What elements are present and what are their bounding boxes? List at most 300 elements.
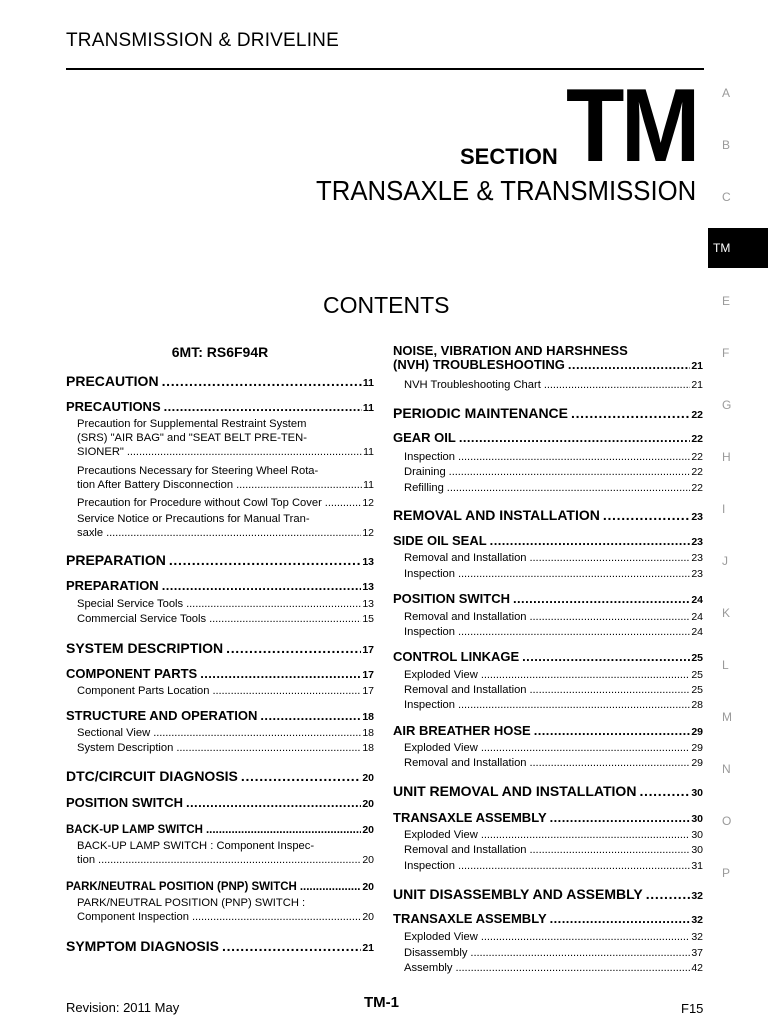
dot-leader xyxy=(459,431,690,445)
toc-entry-page: 24 xyxy=(691,594,703,606)
toc-entry-line xyxy=(77,853,374,867)
toc-entry-title: Inspection xyxy=(404,699,455,711)
toc-entry-text-line: Service Notice or Precautions for Manual Tran- xyxy=(77,513,310,525)
dot-leader xyxy=(192,910,361,924)
toc-entry-page: 30 xyxy=(691,829,703,841)
toc-entry-line xyxy=(404,610,703,624)
dot-leader xyxy=(522,650,690,664)
toc-entry-text-line: BACK-UP LAMP SWITCH : Component Inspec- xyxy=(77,840,315,852)
toc-heading-entry[interactable] xyxy=(66,579,374,594)
toc-entry-page: 23 xyxy=(691,568,703,580)
toc-entry-page: 20 xyxy=(362,881,374,893)
toc-entry-page: 23 xyxy=(691,552,703,564)
dot-leader xyxy=(209,612,361,626)
toc-entry-line xyxy=(77,726,374,740)
toc-entry-page: 25 xyxy=(691,684,703,696)
toc-heading-entry[interactable] xyxy=(66,551,374,571)
dot-leader xyxy=(98,853,361,867)
dot-leader xyxy=(458,625,690,639)
toc-entry-page: 13 xyxy=(362,556,374,568)
toc-entry-page: 11 xyxy=(363,479,374,491)
toc-entry[interactable] xyxy=(393,625,703,639)
toc-entry[interactable] xyxy=(66,726,374,740)
dot-leader xyxy=(550,811,691,825)
toc-entry[interactable] xyxy=(393,465,703,479)
toc-entry-title: REMOVAL AND INSTALLATION xyxy=(393,507,600,523)
toc-entry-title: saxle xyxy=(77,527,104,539)
toc-heading-entry[interactable] xyxy=(66,796,374,811)
toc-entry-line xyxy=(393,404,703,424)
dot-leader xyxy=(458,567,690,581)
toc-entry-line xyxy=(66,880,374,894)
toc-entry-line xyxy=(77,526,374,540)
index-tab-l[interactable] xyxy=(708,652,768,692)
dot-leader xyxy=(490,534,691,548)
toc-entry-title: COMPONENT PARTS xyxy=(66,666,198,681)
toc-entry-page: 20 xyxy=(362,854,374,866)
toc-entry-line xyxy=(393,431,703,446)
toc-entry-title: PERIODIC MAINTENANCE xyxy=(393,405,569,421)
toc-entry-page: 22 xyxy=(691,451,703,463)
toc-entry-title: SIDE OIL SEAL xyxy=(393,533,487,548)
dot-leader xyxy=(550,912,691,926)
toc-entry-title: Exploded View xyxy=(404,742,478,754)
dot-leader xyxy=(544,378,691,392)
toc-heading-entry[interactable] xyxy=(66,639,374,659)
toc-entry-title: Component Inspection xyxy=(77,911,189,923)
toc-heading-entry[interactable] xyxy=(393,344,703,373)
toc-entry-page: 11 xyxy=(362,402,374,414)
toc-entry-title: (NVH) TROUBLESHOOTING xyxy=(393,357,565,372)
index-tab-c[interactable] xyxy=(708,184,768,224)
dot-leader xyxy=(212,684,361,698)
toc-entry-page: 28 xyxy=(691,699,703,711)
toc-entry-line xyxy=(66,796,374,811)
toc-entry-line xyxy=(404,843,703,857)
toc-entry[interactable] xyxy=(66,496,374,510)
section-code: TM xyxy=(566,68,697,184)
toc-entry-title: Special Service Tools xyxy=(77,598,184,610)
toc-entry-title: STRUCTURE AND OPERATION xyxy=(66,708,258,723)
toc-entry-line xyxy=(404,625,703,639)
dot-leader xyxy=(236,478,362,492)
toc-heading-entry[interactable] xyxy=(66,709,374,724)
index-tab-o[interactable] xyxy=(708,808,768,848)
toc-entry-line xyxy=(393,912,703,927)
toc-entry-page: 22 xyxy=(691,433,703,445)
toc-entry-line xyxy=(66,579,374,594)
index-tab-label: TM xyxy=(713,241,731,255)
toc-entry-page: 29 xyxy=(691,742,703,754)
toc-entry-line xyxy=(66,400,374,415)
dot-leader xyxy=(127,445,362,459)
toc-entry-line xyxy=(393,506,703,526)
toc-entry-title: GEAR OIL xyxy=(393,430,456,445)
toc-entry-title: Draining xyxy=(404,466,446,478)
dot-leader xyxy=(449,465,691,479)
toc-entry-line xyxy=(393,592,703,607)
toc-heading-entry[interactable] xyxy=(393,534,703,549)
section-name: TRANSAXLE & TRANSMISSION xyxy=(316,175,697,206)
index-tab-m[interactable] xyxy=(708,704,768,744)
dot-leader xyxy=(481,668,691,682)
toc-entry-page: 24 xyxy=(691,611,703,623)
toc-entry-title: AIR BREATHER HOSE xyxy=(393,723,531,738)
toc-entry-title: Inspection xyxy=(404,626,455,638)
index-tab-label: P xyxy=(722,866,731,880)
toc-entry-title: PREPARATION xyxy=(66,552,166,568)
toc-entry-title: SYSTEM DESCRIPTION xyxy=(66,640,224,656)
index-tab-label: J xyxy=(722,554,728,568)
toc-entry-line xyxy=(393,724,703,739)
toc-entry-line xyxy=(404,551,703,565)
toc-entry-line xyxy=(404,930,703,944)
toc-entry-page: 22 xyxy=(691,482,703,494)
toc-entry[interactable] xyxy=(393,741,703,755)
section-label: SECTION xyxy=(460,144,558,169)
toc-entry-title: PRECAUTION xyxy=(66,373,159,389)
toc-entry-title: BACK-UP LAMP SWITCH xyxy=(66,824,203,836)
toc-entry[interactable] xyxy=(66,597,374,611)
toc-entry-line xyxy=(66,372,374,392)
index-tab-j[interactable] xyxy=(708,548,768,588)
dot-leader xyxy=(646,885,691,903)
toc-entry-line xyxy=(393,534,703,549)
toc-entry-line xyxy=(66,823,374,837)
dot-leader xyxy=(447,481,691,495)
toc-heading-entry[interactable] xyxy=(66,767,374,787)
toc-entry-page: 21 xyxy=(691,360,703,372)
toc-entry-title: Inspection xyxy=(404,451,455,463)
index-tab-tm[interactable] xyxy=(708,228,768,268)
toc-entry-title: DTC/CIRCUIT DIAGNOSIS xyxy=(66,768,238,784)
toc-entry-line xyxy=(66,937,374,957)
toc-entry-line xyxy=(77,496,374,510)
toc-entry-line xyxy=(77,684,374,698)
toc-entry-title: System Description xyxy=(77,742,174,754)
toc-entry-page: 22 xyxy=(691,409,703,421)
index-tab-label: K xyxy=(722,606,731,620)
toc-entry[interactable] xyxy=(66,612,374,626)
index-tab-i[interactable] xyxy=(708,496,768,536)
toc-entry-page: 18 xyxy=(362,742,374,754)
toc-entry-page: 12 xyxy=(362,527,374,539)
dot-leader xyxy=(241,767,361,785)
toc-entry-page: 32 xyxy=(691,931,703,943)
index-tab-a[interactable] xyxy=(708,80,768,120)
toc-entry-line xyxy=(393,885,703,905)
index-tab-h[interactable] xyxy=(708,444,768,484)
toc-entry-page: 42 xyxy=(691,962,703,974)
toc-entry[interactable] xyxy=(66,512,374,540)
toc-entry-page: 20 xyxy=(362,824,374,836)
toc-entry-page: 25 xyxy=(691,652,703,664)
toc-entry-line xyxy=(393,650,703,665)
toc-entry-title: Removal and Installation xyxy=(404,757,527,769)
footer-model-code: F15 xyxy=(681,1001,704,1016)
dot-leader xyxy=(106,526,361,540)
dot-leader xyxy=(176,741,361,755)
index-tab-n[interactable] xyxy=(708,756,768,796)
toc-entry-title: Inspection xyxy=(404,860,455,872)
toc-entry-title: POSITION SWITCH xyxy=(66,795,183,810)
toc-entry-line xyxy=(404,741,703,755)
toc-entry-title: Exploded View xyxy=(404,829,478,841)
toc-entry-page: 22 xyxy=(691,466,703,478)
index-tab-label: I xyxy=(722,502,726,516)
toc-entry[interactable] xyxy=(393,668,703,682)
toc-entry-page: 21 xyxy=(691,379,703,391)
toc-heading-entry[interactable] xyxy=(66,880,374,894)
toc-entry-line xyxy=(404,465,703,479)
toc-entry-page: 17 xyxy=(362,669,374,681)
toc-entry-line xyxy=(404,828,703,842)
index-tab-e[interactable] xyxy=(708,288,768,328)
dot-leader xyxy=(639,782,690,800)
toc-heading-entry[interactable] xyxy=(66,372,374,392)
toc-entry-title: Exploded View xyxy=(404,931,478,943)
dot-leader xyxy=(568,358,690,372)
contents-title: CONTENTS xyxy=(323,292,450,318)
toc-entry[interactable] xyxy=(393,610,703,624)
toc-entry-line xyxy=(404,450,703,464)
toc-entry[interactable] xyxy=(393,859,703,873)
toc-entry[interactable] xyxy=(66,464,374,492)
toc-entry-title: Commercial Service Tools xyxy=(77,613,207,625)
dot-leader xyxy=(603,506,690,524)
toc-entry-title: PREPARATION xyxy=(66,578,159,593)
toc-entry-line xyxy=(404,668,703,682)
toc-entry-page: 23 xyxy=(691,511,703,523)
toc-entry-title: Assembly xyxy=(404,962,453,974)
toc-entry-line xyxy=(66,767,374,787)
toc-entry[interactable] xyxy=(393,946,703,960)
toc-entry-title: Disassembly xyxy=(404,947,468,959)
toc-entry-line xyxy=(77,597,374,611)
toc-entry-title: Precaution for Procedure without Cowl Top Cover xyxy=(77,497,322,509)
toc-entry-page: 29 xyxy=(691,757,703,769)
toc-entry-text-line: PARK/NEUTRAL POSITION (PNP) SWITCH : xyxy=(77,897,306,909)
toc-entry-line xyxy=(404,756,703,770)
dot-leader xyxy=(481,741,691,755)
toc-entry-line xyxy=(77,741,374,755)
toc-entry-line xyxy=(404,961,703,975)
dot-leader xyxy=(164,400,362,414)
toc-entry[interactable] xyxy=(393,961,703,975)
toc-entry-page: 23 xyxy=(691,536,703,548)
toc-entry-page: 30 xyxy=(691,813,703,825)
index-tab-label: A xyxy=(722,86,731,100)
dot-leader xyxy=(530,610,691,624)
toc-entry-line xyxy=(77,612,374,626)
dot-leader xyxy=(458,859,690,873)
toc-entry[interactable] xyxy=(393,683,703,697)
toc-entry-line xyxy=(66,551,374,571)
index-tab-label: B xyxy=(722,138,731,152)
toc-entry-page: 11 xyxy=(362,377,374,389)
toc-entry[interactable] xyxy=(393,828,703,842)
toc-entry-title: Component Parts Location xyxy=(77,685,210,697)
toc-entry-text-line: Precaution for Supplemental Restraint System xyxy=(77,418,307,430)
dot-leader xyxy=(226,639,361,657)
toc-entry-title: SIONER" xyxy=(77,446,124,458)
toc-heading-entry[interactable] xyxy=(393,811,703,826)
toc-entry-line xyxy=(404,567,703,581)
dot-leader xyxy=(530,551,691,565)
toc-entry-title: Refilling xyxy=(404,482,444,494)
toc-entry-page: 12 xyxy=(362,497,374,509)
toc-entry-title: Exploded View xyxy=(404,669,478,681)
model-heading: 6MT: RS6F94R xyxy=(171,344,269,360)
toc-entry-line xyxy=(404,481,703,495)
index-tab-f[interactable] xyxy=(708,340,768,380)
toc-entry-line xyxy=(66,709,374,724)
footer-revision: Revision: 2011 May xyxy=(66,1000,180,1015)
dot-leader xyxy=(458,450,690,464)
toc-heading-entry[interactable] xyxy=(393,506,703,526)
toc-entry-page: 15 xyxy=(362,613,374,625)
toc-entry[interactable] xyxy=(393,567,703,581)
toc-heading-entry[interactable] xyxy=(393,885,703,905)
dot-leader xyxy=(571,404,690,422)
index-tab-label: F xyxy=(722,346,730,360)
dot-leader xyxy=(481,930,691,944)
toc-entry[interactable] xyxy=(393,481,703,495)
index-tab-g[interactable] xyxy=(708,392,768,432)
toc-entry-page: 20 xyxy=(362,911,374,923)
dot-leader xyxy=(260,709,361,723)
toc-entry-title: tion After Battery Disconnection xyxy=(77,479,234,491)
toc-entry-title: TRANSAXLE ASSEMBLY xyxy=(393,911,547,926)
toc-entry-title: SYMPTOM DIAGNOSIS xyxy=(66,938,219,954)
toc-heading-entry[interactable] xyxy=(393,782,703,802)
dot-leader xyxy=(153,726,361,740)
toc-entry-page: 13 xyxy=(362,581,374,593)
toc-entry-title: NVH Troubleshooting Chart xyxy=(404,379,541,391)
toc-heading-entry[interactable] xyxy=(393,592,703,607)
toc-entry-line xyxy=(393,782,703,802)
toc-entry-line xyxy=(393,358,703,373)
toc-heading-entry[interactable] xyxy=(66,937,374,957)
dot-leader xyxy=(325,496,362,510)
toc-entry-line xyxy=(393,811,703,826)
toc-heading-entry[interactable] xyxy=(393,404,703,424)
index-tab-label: M xyxy=(722,710,732,724)
dot-leader xyxy=(200,667,361,681)
toc-entry-line xyxy=(404,683,703,697)
toc-entry[interactable] xyxy=(393,551,703,565)
toc-entry-line xyxy=(66,639,374,659)
index-tab-k[interactable] xyxy=(708,600,768,640)
toc-heading-entry[interactable] xyxy=(393,724,703,739)
toc-entry-line xyxy=(66,667,374,682)
toc-entry[interactable] xyxy=(393,843,703,857)
dot-leader xyxy=(162,579,362,593)
toc-entry-text-line: NOISE, VIBRATION AND HARSHNESS xyxy=(393,343,628,358)
toc-entry[interactable] xyxy=(66,896,374,924)
toc-entry-page: 11 xyxy=(363,446,374,458)
toc-entry-title: PRECAUTIONS xyxy=(66,399,161,414)
toc-heading-entry[interactable] xyxy=(66,400,374,415)
dot-leader xyxy=(534,724,691,738)
index-tab-label: H xyxy=(722,450,731,464)
toc-entry-page: 18 xyxy=(362,727,374,739)
toc-entry-title: Removal and Installation xyxy=(404,552,527,564)
toc-entry[interactable] xyxy=(393,450,703,464)
dot-leader xyxy=(513,592,690,606)
index-tab-label: G xyxy=(722,398,732,412)
toc-entry-page: 29 xyxy=(691,726,703,738)
toc-entry-title: tion xyxy=(77,854,96,866)
toc-entry-title: TRANSAXLE ASSEMBLY xyxy=(393,810,547,825)
toc-entry-title: Removal and Installation xyxy=(404,844,527,856)
toc-entry-text-line: Precautions Necessary for Steering Wheel Rota- xyxy=(77,465,319,477)
toc-heading-entry[interactable] xyxy=(393,431,703,446)
toc-heading-entry[interactable] xyxy=(66,667,374,682)
header-title: TRANSMISSION & DRIVELINE xyxy=(66,30,339,51)
toc-entry-title: POSITION SWITCH xyxy=(393,591,510,606)
dot-leader xyxy=(206,823,361,837)
toc-entry-page: 30 xyxy=(691,844,703,856)
toc-entry-line xyxy=(404,378,703,392)
toc-entry-text-line: (SRS) "AIR BAG" and "SEAT BELT PRE-TEN- xyxy=(77,432,307,444)
toc-entry[interactable] xyxy=(66,741,374,755)
toc-heading-entry[interactable] xyxy=(66,823,374,837)
toc-entry-title: CONTROL LINKAGE xyxy=(393,649,520,664)
toc-entry-page: 25 xyxy=(691,669,703,681)
toc-entry[interactable] xyxy=(393,756,703,770)
toc-entry[interactable] xyxy=(66,839,374,867)
toc-entry-page: 18 xyxy=(362,711,374,723)
toc-entry-title: PARK/NEUTRAL POSITION (PNP) SWITCH xyxy=(66,881,297,893)
index-tab-label: C xyxy=(722,190,731,204)
toc-entry-title: UNIT DISASSEMBLY AND ASSEMBLY xyxy=(393,886,643,902)
dot-leader xyxy=(456,961,691,975)
toc-entry-page: 32 xyxy=(691,914,703,926)
toc-entry-title: Removal and Installation xyxy=(404,611,527,623)
toc-entry[interactable] xyxy=(393,698,703,712)
toc-heading-entry[interactable] xyxy=(393,650,703,665)
dot-leader xyxy=(458,698,690,712)
index-tab-label: L xyxy=(722,658,729,672)
toc-entry-line xyxy=(77,910,374,924)
toc-entry-page: 32 xyxy=(691,890,703,902)
dot-leader xyxy=(169,551,361,569)
footer-page-number: TM-1 xyxy=(364,994,399,1011)
toc-entry-title: Inspection xyxy=(404,568,455,580)
toc-heading-entry[interactable] xyxy=(393,912,703,927)
dot-leader xyxy=(186,597,361,611)
toc-entry-page: 30 xyxy=(691,787,703,799)
toc-entry-page: 17 xyxy=(362,685,374,697)
toc-entry-page: 24 xyxy=(691,626,703,638)
toc-entry-page: 31 xyxy=(691,860,703,872)
toc-entry-line xyxy=(404,859,703,873)
toc-entry[interactable] xyxy=(66,417,374,459)
dot-leader xyxy=(470,946,690,960)
toc-entry[interactable] xyxy=(393,930,703,944)
dot-leader xyxy=(530,683,691,697)
toc-entry[interactable] xyxy=(66,684,374,698)
index-tab-p[interactable] xyxy=(708,860,768,900)
toc-entry-line xyxy=(404,946,703,960)
toc-entry-page: 37 xyxy=(691,947,703,959)
index-tab-b[interactable] xyxy=(708,132,768,172)
toc-entry-page: 20 xyxy=(362,798,374,810)
toc-entry-page: 17 xyxy=(362,644,374,656)
toc-entry[interactable] xyxy=(393,378,703,392)
index-tab-label: O xyxy=(722,814,732,828)
